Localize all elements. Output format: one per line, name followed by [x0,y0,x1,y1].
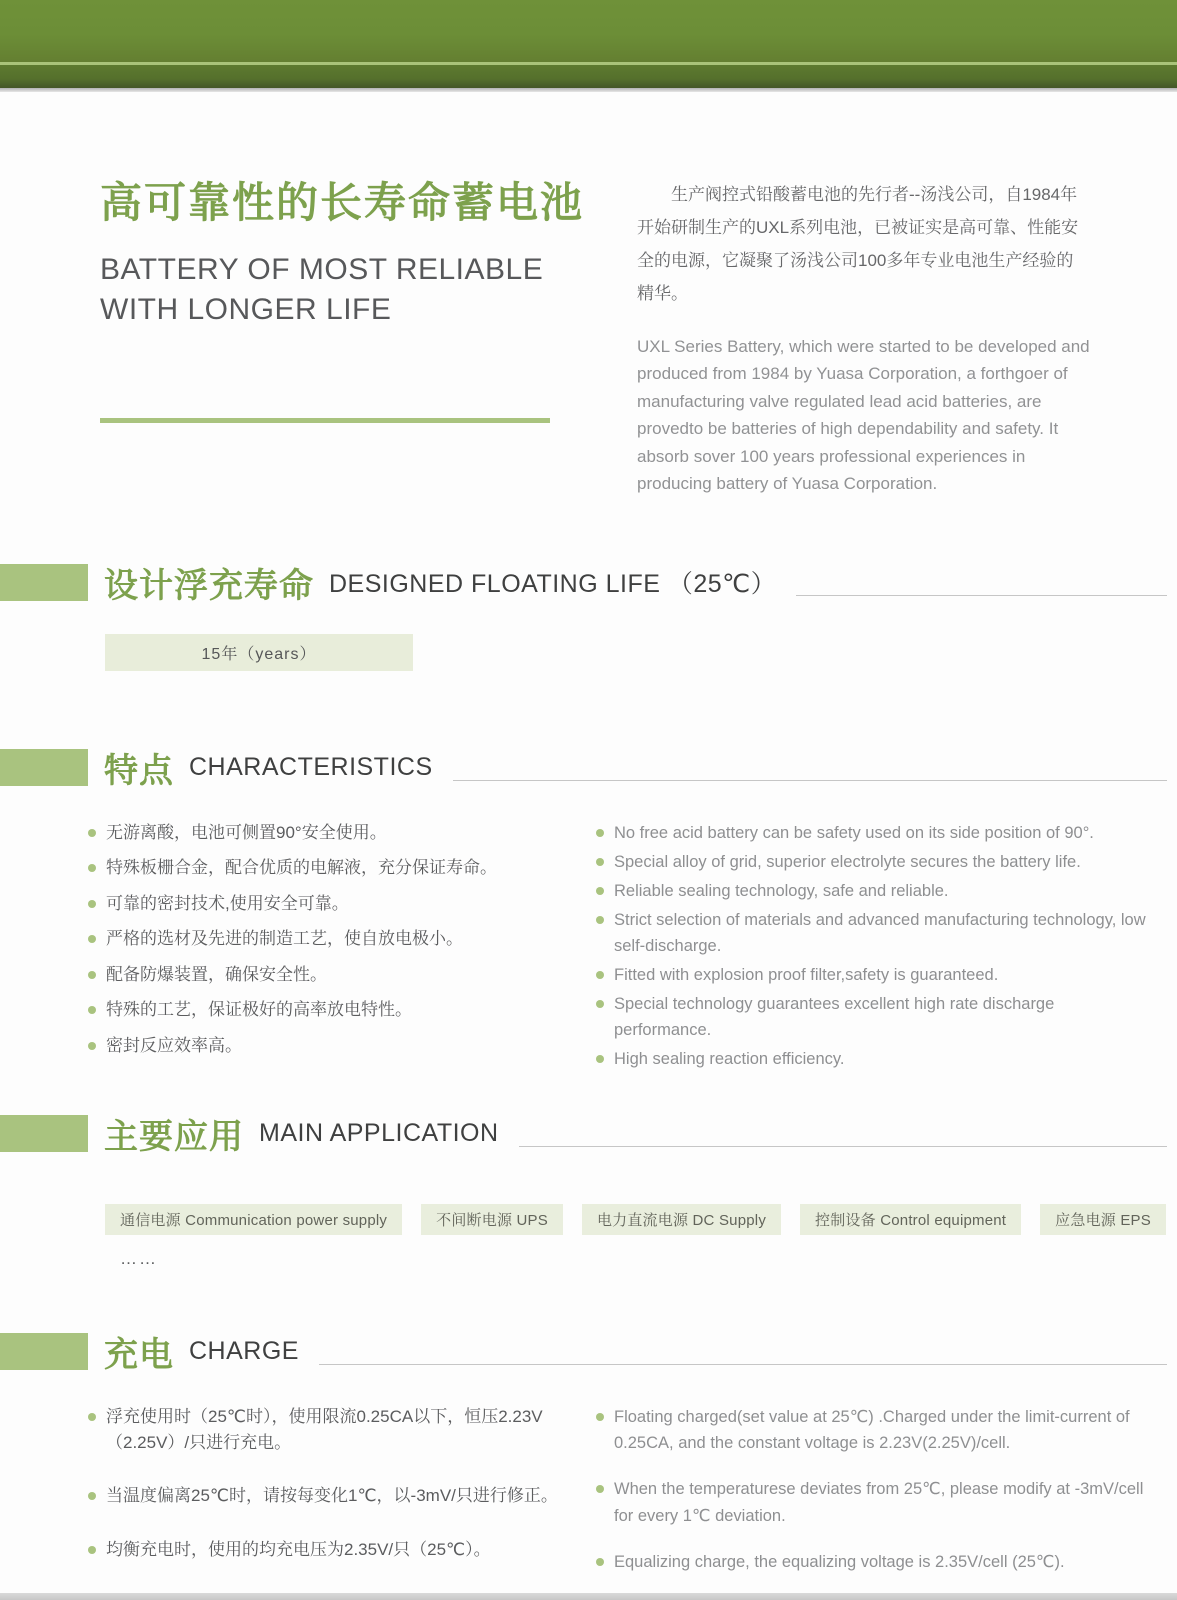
intro-section [100,178,1090,498]
list-item [88,855,588,881]
application-tag: 不间断电源 UPS [421,1204,563,1235]
characteristics-cn-column [88,820,588,1076]
bullet-icon [88,900,96,908]
footer-gray-strip [0,1593,1177,1600]
section-rule [519,1146,1167,1147]
section-green-block [0,1333,88,1370]
section-title-cn: 充电 [104,1336,174,1375]
bullet-icon [88,864,96,872]
list-item [596,849,1156,875]
header-green-band [0,0,1177,62]
list-item [596,962,1156,988]
characteristics-lists [88,820,1177,1076]
list-item-text: Floating charged(set value at 25℃) .Charged under the limit-current of 0.25CA, and the constant voltage is 2.23V(2.25V)/cell. [614,1408,1130,1453]
section-green-block [0,564,88,601]
bullet-icon [88,1492,96,1500]
charge-en-column [596,1404,1156,1594]
bullet-icon [88,1413,96,1421]
list-item [596,1404,1156,1456]
application-tag: 电力直流电源 DC Supply [582,1204,781,1235]
intro-left-column [100,178,592,423]
list-item [88,1404,588,1455]
list-item [596,1476,1156,1528]
section-heading-application [0,1109,1167,1158]
list-item [596,991,1156,1043]
section-green-block [0,749,88,786]
section-heading-floating-life [0,558,1167,607]
charge-lists [88,1404,1177,1594]
header-shadow-line [0,88,1177,92]
section-title-cn: 设计浮充寿命 [104,566,314,605]
charge-cn-list [88,1404,588,1562]
bullet-icon [88,1006,96,1014]
bullet-icon [88,1042,96,1050]
section-green-block [0,1115,88,1152]
list-item [88,1537,588,1563]
section-title-en: CHARACTERISTICS [189,752,433,781]
bullet-icon [596,971,604,979]
section-rule [453,780,1167,781]
list-item-text: 均衡充电时，使用的均充电压为2.35V/只（25℃）。 [106,1539,491,1559]
list-item [596,1549,1156,1575]
list-item [596,820,1156,846]
section-title-en: MAIN APPLICATION [259,1119,499,1148]
list-item [596,1046,1156,1072]
page-title-cn: 高可靠性的长寿命蓄电池 [100,179,585,226]
intro-paragraph-en: UXL Series Battery, which were started to be developed and produced from 1984 by Yuasa Corporation, a forthgoer of manufacturing valve regulated lead acid batteries, are provedto be batteries of high dependability and safety. It absorb sover 100 years professional experiences in producing battery of Yuasa Corporation. [637,336,1090,494]
bullet-icon [88,935,96,943]
list-item-text: 配备防爆装置，确保安全性。 [106,964,327,984]
list-item [88,820,588,846]
floating-life-value-bar: 15年（years） [105,634,413,671]
list-item-text: Equalizing charge, the equalizing voltage is 2.35V/cell (25℃). [614,1552,1065,1571]
characteristics-cn-list [88,820,588,1059]
section-title-en: DESIGNED FLOATING LIFE （25℃） [329,570,777,599]
application-tag: 应急电源 EPS [1040,1204,1166,1235]
list-item-text: 密封反应效率高。 [106,1035,242,1055]
bullet-icon [596,1558,604,1566]
title-underline-rule [100,418,550,423]
section-rule [796,595,1167,596]
bullet-icon [596,1055,604,1063]
charge-en-list [596,1404,1156,1574]
charge-cn-column [88,1404,588,1594]
section-heading-charge [0,1327,1167,1376]
list-item [88,926,588,952]
list-item-text: 严格的选材及先进的制造工艺，使自放电极小。 [106,929,463,949]
list-item-text: Fitted with explosion proof filter,safety is guaranteed. [614,966,999,985]
bullet-icon [88,971,96,979]
section-title-en: CHARGE [189,1337,299,1366]
list-item [88,891,588,917]
list-item-text: Special alloy of grid, superior electrolyte secures the battery life. [614,852,1081,871]
list-item [596,878,1156,904]
list-item [88,1483,588,1509]
application-tag: 通信电源 Communication power supply [105,1204,402,1235]
intro-paragraph-cn: 生产阀控式铅酸蓄电池的先行者--汤浅公司，自1984年开始研制生产的UXL系列电池，已被证实是高可靠、性能安全的电源，它凝聚了汤浅公司100多年专业电池生产经验的精华。 [637,185,1079,304]
bullet-icon [596,858,604,866]
list-item-text: 当温度偏离25℃时，请按每变化1℃，以-3mV/只进行修正。 [106,1486,558,1506]
application-more-ellipsis: …… [120,1249,158,1269]
bullet-icon [596,829,604,837]
list-item-text: Reliable sealing technology, safe and reliable. [614,881,949,900]
page-title-en: BATTERY OF MOST RELIABLE WITH LONGER LIFE [100,253,544,326]
application-tags [105,1204,1177,1235]
list-item-text: No free acid battery can be safety used on its side position of 90°. [614,823,1094,842]
list-item-text: 可靠的密封技术,使用安全可靠。 [106,893,349,913]
list-item-text: High sealing reaction efficiency. [614,1050,845,1069]
section-title-cn: 特点 [104,751,174,790]
list-item-text: 浮充使用时（25℃时），使用限流0.25CA以下，恒压2.23V（2.25V）/只进行充电。 [106,1407,543,1452]
list-item-text: 特殊的工艺，保证极好的高率放电特性。 [106,1000,412,1020]
bullet-icon [596,1485,604,1493]
characteristics-en-column [596,820,1156,1076]
list-item [88,1033,588,1059]
list-item [88,997,588,1023]
list-item-text: 特殊板栅合金，配合优质的电解液，充分保证寿命。 [106,858,497,878]
bullet-icon [596,916,604,924]
section-heading-characteristics [0,743,1167,792]
bullet-icon [596,1413,604,1421]
list-item-text: When the temperaturese deviates from 25℃, please modify at -3mV/cell for every 1℃ deviation. [614,1480,1144,1525]
application-tag: 控制设备 Control equipment [800,1204,1021,1235]
list-item-text: Strict selection of materials and advanced manufacturing technology, low self-discharge. [614,910,1146,955]
characteristics-en-list [596,820,1156,1073]
list-item-text: Special technology guarantees excellent high rate discharge performance. [614,995,1055,1040]
bullet-icon [596,1000,604,1008]
list-item [88,962,588,988]
section-rule [319,1364,1167,1365]
header-dark-band [0,65,1177,88]
list-item-text: 无游离酸，电池可侧置90°安全使用。 [106,822,387,842]
bullet-icon [88,1546,96,1554]
list-item [596,907,1156,959]
bullet-icon [88,829,96,837]
intro-right-column [637,178,1090,498]
bullet-icon [596,887,604,895]
section-title-cn: 主要应用 [104,1118,244,1157]
